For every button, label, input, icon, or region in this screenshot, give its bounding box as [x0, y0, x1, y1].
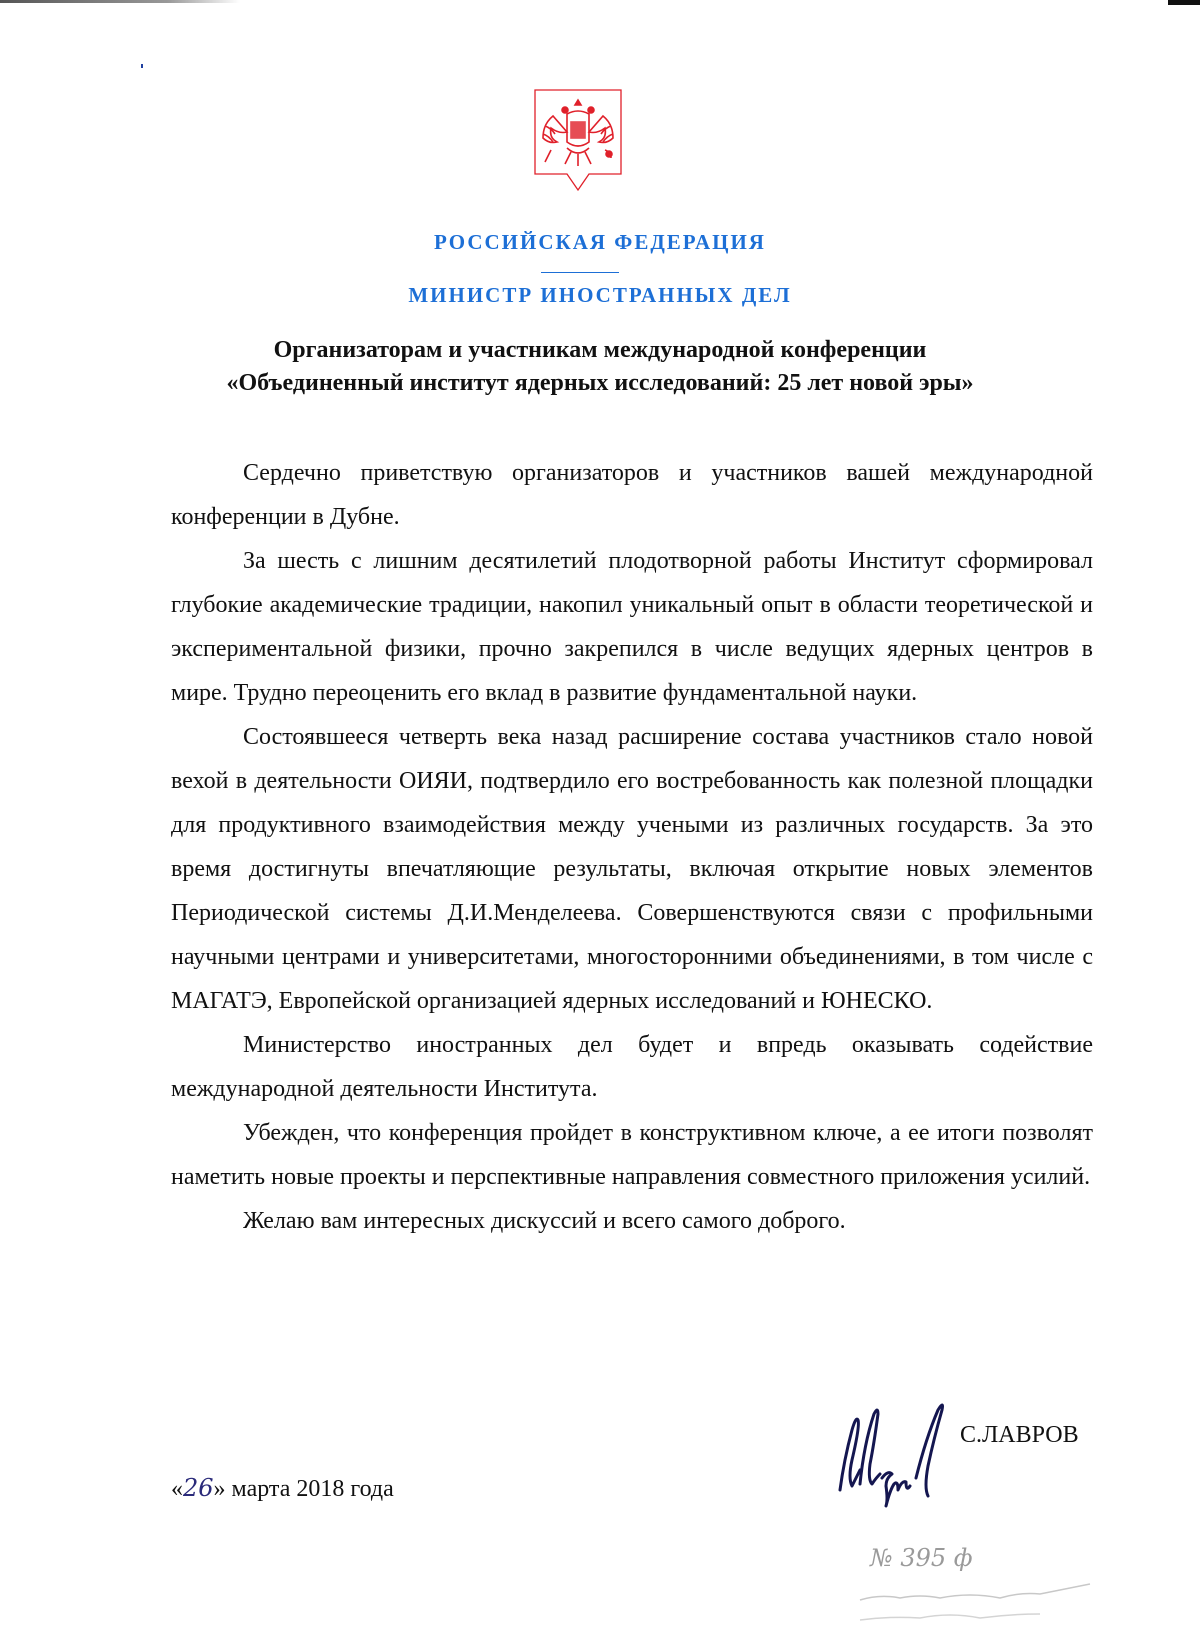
scan-edge-artifact	[0, 0, 240, 3]
signatory-name: С.ЛАВРОВ	[960, 1422, 1079, 1448]
title-line-1: Организаторам и участникам международной конференции	[273, 337, 927, 363]
faint-note-line-3	[860, 1614, 1040, 1620]
paragraph: За шесть с лишним десятилетий плодотворной работы Институт сформировал глубокие академические традиции, накопил уникальный опыт в области теоретической и экспериментальной физики, прочно закрепился в числе ведущих ядерных центров в мире. Трудно переоценить его вклад в развитие фундаментальной науки.	[171, 548, 1093, 706]
date-month-year: марта 2018 года	[225, 1476, 394, 1502]
date-day-handwritten: 26	[183, 1474, 214, 1502]
office-heading: МИНИСТР ИНОСТРАННЫХ ДЕЛ	[408, 283, 792, 307]
letter-date	[171, 1474, 394, 1503]
paragraph: Состоявшееся четверть века назад расширение состава участников стало новой вехой в деятельности ОИЯИ, подтвердило его востребованность как полезной площадки для продуктивного взаимодействия между учеными из различных государств. За это время достигнуты впечатляющие результаты, включая открытие новых элементов Периодической системы Д.И.Менделеева. Совершенствуются связи с профильными научными центрами и университетами, многосторонними объединениями, в том числе с МАГАТЭ, Европейской организацией ядерных исследований и ЮНЕСКО.	[171, 724, 1093, 1014]
coat-of-arms-icon	[531, 86, 625, 198]
handwritten-signature	[832, 1398, 962, 1508]
title-line-2: «Объединенный институт ядерных исследований: 25 лет новой эры»	[226, 370, 974, 396]
letter-body	[171, 451, 1093, 1243]
paragraph: Убежден, что конференция пройдет в конструктивном ключе, а ее итоги позволят наметить новые проекты и перспективные направления совместного приложения усилий.	[171, 1120, 1093, 1190]
ink-speck	[141, 64, 143, 68]
scan-corner-artifact	[1168, 0, 1200, 5]
paragraph: Желаю вам интересных дискуссий и всего самого доброго.	[243, 1208, 846, 1234]
paragraph: Сердечно приветствую организаторов и участников вашей международной конференции в Дубне.	[171, 460, 1093, 530]
paragraph: Министерство иностранных дел будет и впредь оказывать содействие международной деятельности Института.	[171, 1032, 1093, 1102]
heading-divider	[541, 272, 619, 273]
date-close-quote: »	[213, 1476, 226, 1502]
letter-title	[0, 334, 1200, 400]
country-heading: РОССИЙСКАЯ ФЕДЕРАЦИЯ	[434, 230, 766, 254]
note-line-1: № 395 ф	[870, 1544, 973, 1572]
handwritten-registry-notes	[850, 1540, 1130, 1640]
date-open-quote: «	[171, 1476, 183, 1502]
faint-note-line-2	[860, 1584, 1090, 1600]
